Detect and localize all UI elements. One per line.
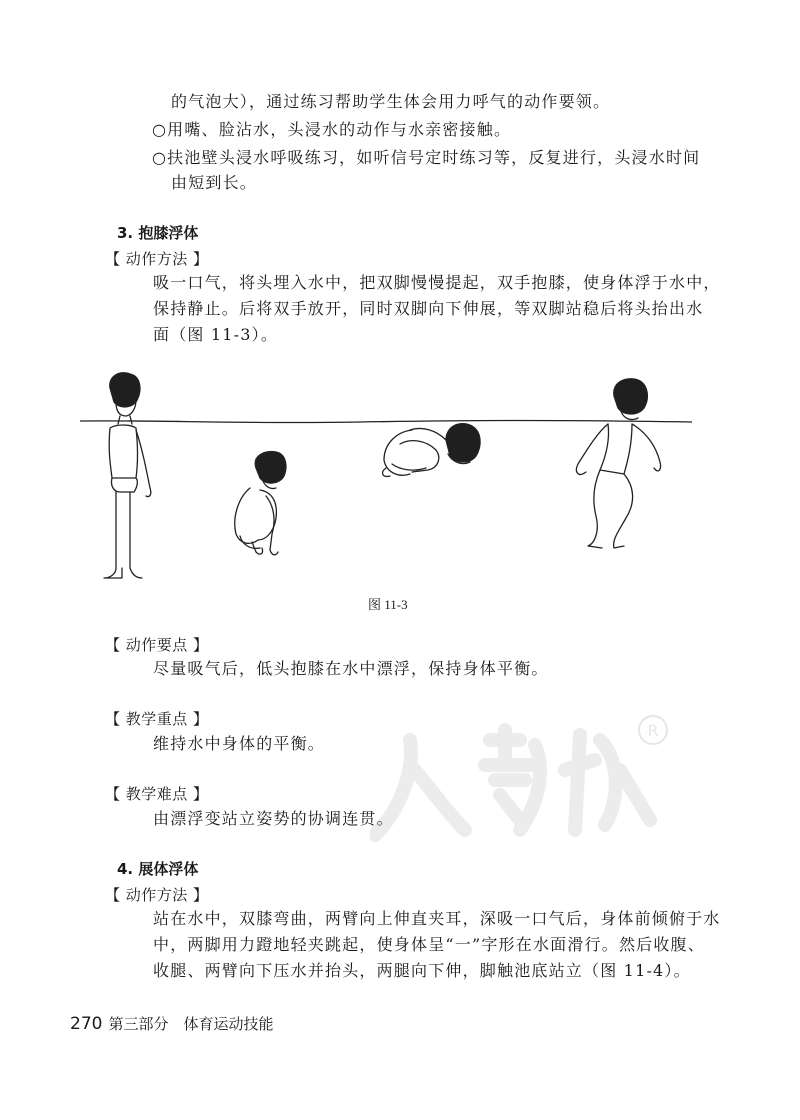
footer-section-title: 第三部分 体育运动技能 — [108, 1015, 274, 1033]
method-text: 站在水中，双膝弯曲，两臂向上伸直夹耳，深吸一口气后，身体前倾俯于水 — [153, 909, 721, 928]
method-text: 中，两脚用力蹬地轻夹跳起，使身体呈“一”字形在水面滑行。然后收腹、 — [153, 935, 705, 954]
method-label: 【 动作方法 】 — [105, 250, 209, 268]
intro-line: 的气泡大），通过练习帮助学生体会用力呼气的动作要领。 — [171, 92, 611, 111]
figure-caption: 图 11-3 — [368, 597, 408, 612]
bullet-item-continuation: 由短到长。 — [171, 173, 258, 192]
section-heading: 4. 展体浮体 — [117, 860, 199, 878]
page-number: 270 — [70, 1014, 103, 1034]
svg-text:R: R — [647, 721, 659, 740]
method-label: 【 动作方法 】 — [105, 886, 209, 904]
keypoints-text: 尽量吸气后，低头抱膝在水中漂浮，保持身体平衡。 — [153, 659, 549, 678]
child-standing — [104, 373, 151, 578]
child-floating — [383, 424, 481, 477]
bullet-item: ○扶池壁头浸水呼吸练习，如听信号定时练习等，反复进行，头浸水时间 — [152, 148, 701, 167]
water-line — [80, 421, 692, 423]
keypoints-label: 【 动作要点 】 — [105, 636, 209, 654]
section-heading: 3. 抱膝浮体 — [117, 224, 199, 242]
publisher-watermark-logo — [370, 700, 670, 850]
method-text: 保持静止。后将双手放开，同时双脚向下伸展，等双脚站稳后将头抬出水 — [153, 299, 704, 318]
method-text: 面（图 11-3）。 — [153, 325, 279, 344]
teaching-difficulty-label: 【 教学难点 】 — [105, 785, 209, 803]
method-text: 收腿、两臂向下压水并抬头，两腿向下伸，脚触池底站立（图 11-4）。 — [153, 961, 691, 980]
child-rising — [576, 379, 660, 548]
teaching-focus-label: 【 教学重点 】 — [105, 710, 209, 728]
teaching-focus-text: 维持水中身体的平衡。 — [153, 734, 326, 753]
child-crouching — [235, 452, 286, 555]
figure-11-3-illustration — [80, 368, 692, 583]
method-text: 吸一口气，将头埋入水中，把双脚慢慢提起，双手抱膝，使身体浮于水中， — [153, 273, 721, 292]
page-footer — [70, 1013, 273, 1034]
teaching-difficulty-text: 由漂浮变站立姿势的协调连贯。 — [153, 809, 394, 828]
bullet-item: ○用嘴、脸沾水，头浸水的动作与水亲密接触。 — [152, 120, 512, 139]
